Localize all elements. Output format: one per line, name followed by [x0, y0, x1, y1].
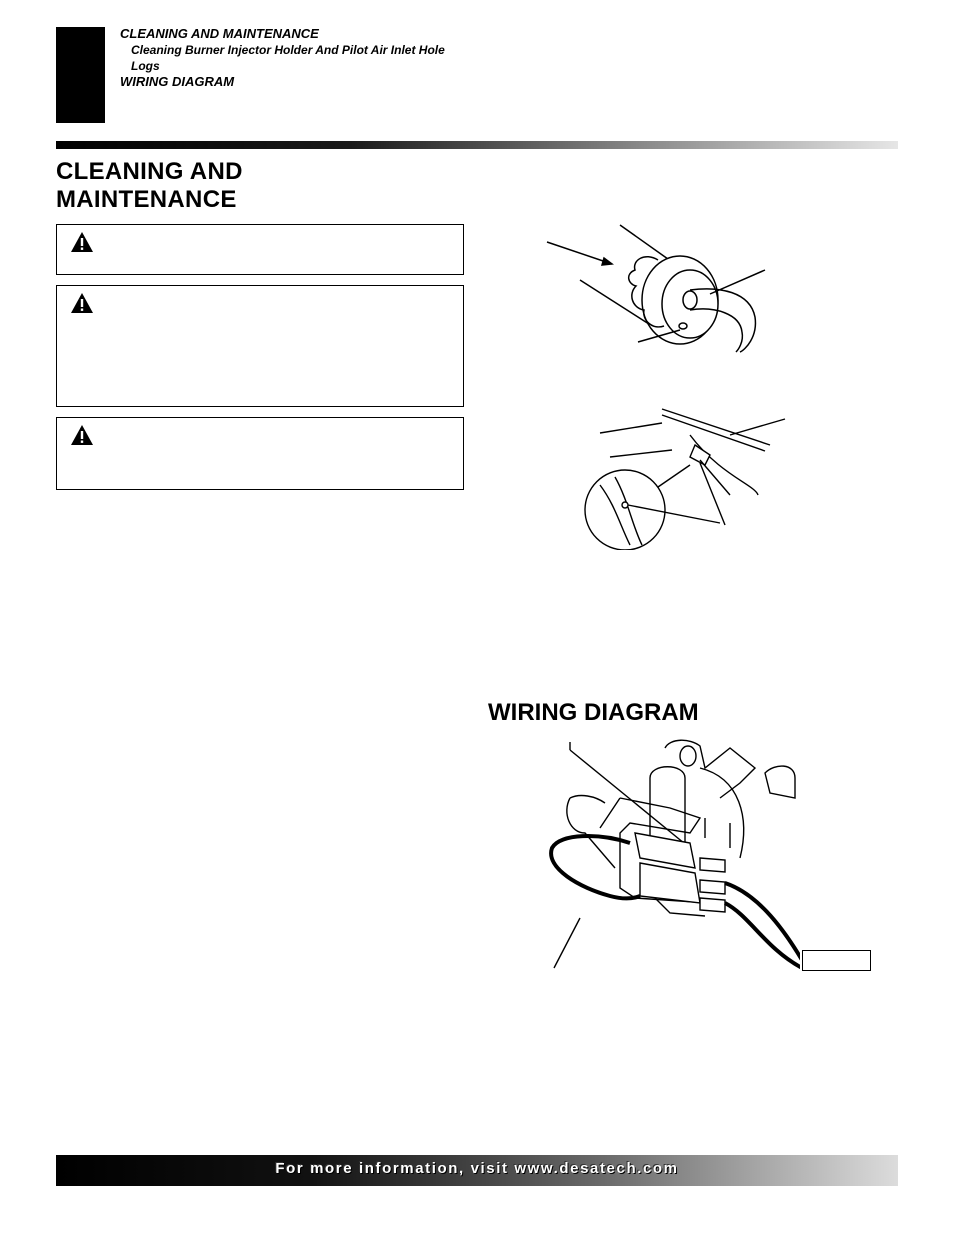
- page-title-wiring: WIRING DIAGRAM: [488, 699, 699, 726]
- section-tab-block: [56, 27, 105, 123]
- page-title-cleaning: [56, 158, 243, 214]
- toc-item-cleaning[interactable]: CLEANING AND MAINTENANCE: [120, 26, 319, 41]
- footer-bar: [56, 1155, 898, 1186]
- warning-triangle-icon: [70, 292, 94, 314]
- toc-item-injector[interactable]: Cleaning Burner Injector Holder And Pilot Air Inlet Hole: [131, 43, 445, 57]
- warning-box-2: [56, 285, 464, 407]
- footer-link-text[interactable]: For more information, visit www.desatech.com: [275, 1160, 679, 1177]
- title-line-2: MAINTENANCE: [56, 186, 237, 213]
- section-toc: [120, 26, 445, 90]
- toc-item-logs[interactable]: Logs: [131, 59, 160, 73]
- pilot-air-inlet-illustration: [570, 405, 790, 550]
- injector-holder-illustration: [540, 222, 780, 362]
- warning-box-1: [56, 224, 464, 275]
- warning-box-3: [56, 417, 464, 490]
- header-rule: [56, 141, 898, 149]
- wire-label-box: [802, 950, 871, 971]
- title-line-1: CLEANING AND: [56, 158, 243, 185]
- toc-item-wiring[interactable]: WIRING DIAGRAM: [120, 74, 235, 89]
- warning-triangle-icon: [70, 231, 94, 253]
- wiring-diagram-illustration: [540, 738, 800, 973]
- warning-triangle-icon: [70, 424, 94, 446]
